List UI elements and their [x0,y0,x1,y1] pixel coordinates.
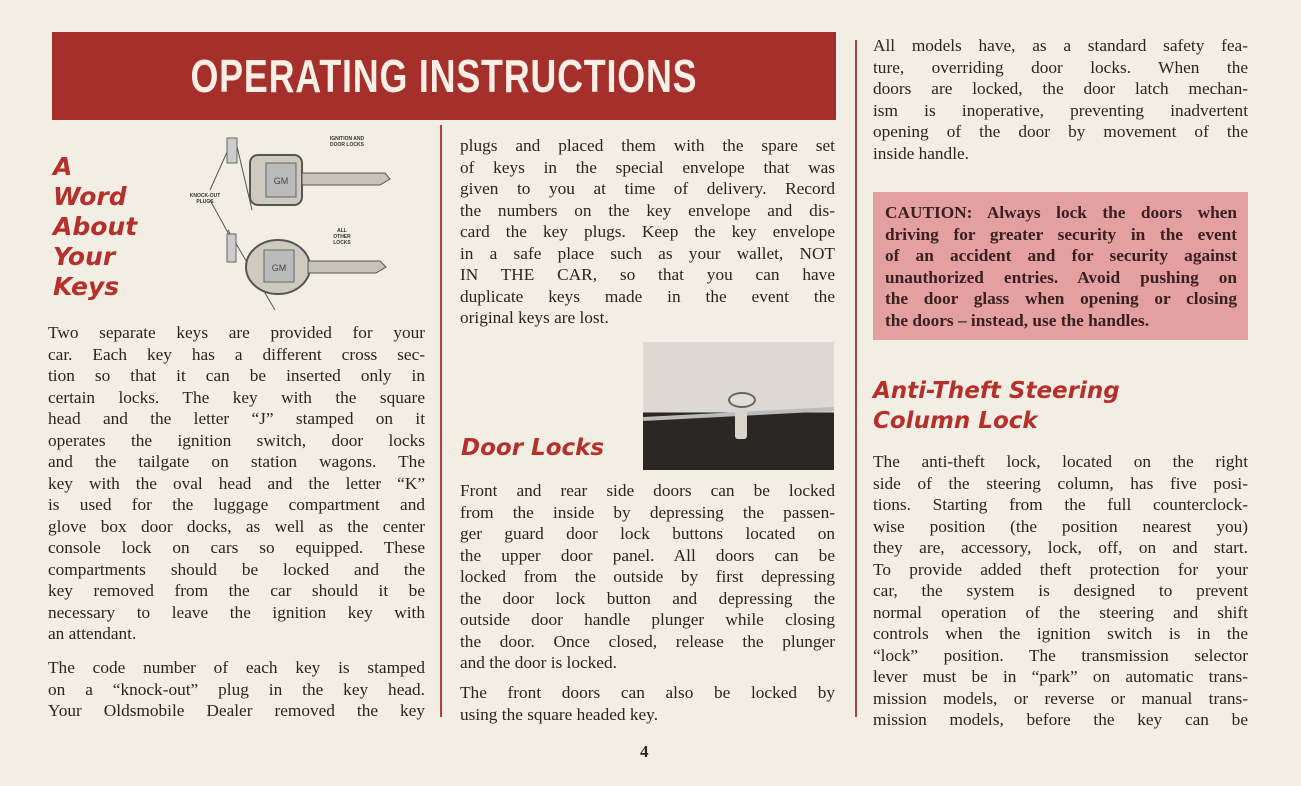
text-line: head and the letter “J” stamped on it [48,409,425,428]
heading-line: Word [53,182,127,211]
text-line: operates the ignition switch, door locks [48,430,425,450]
text-line: they are, accessory, lock, off, on and start. [873,538,1248,557]
text-line: in a safe place such as your wallet, NOT [460,243,835,263]
keys-diagram [180,130,410,320]
keys-heading [53,152,137,302]
text-line: from the inside by depressing the passen- [460,502,835,522]
text-line: controls when the ignition switch is in the [873,624,1248,643]
text-line: mission models, or reverse or manual trans- [873,688,1248,708]
text-line: tions. Starting from the full counterclock- [873,495,1248,514]
text-line: tion so that it can be inserted only in [48,366,425,385]
text-line: side of the steering column, has five posi- [873,473,1248,493]
text-line: unauthorized entries. Avoid pushing on [885,267,1237,287]
heading-line: A [53,152,73,181]
text-line: and the tailgate on station wagons. The [48,452,425,471]
text-line: an attendant. [48,624,137,643]
col3-text [873,35,1248,164]
heading-line: Keys [53,272,120,301]
square-key-icon [250,155,390,205]
text-line: the numbers on the key envelope and dis- [460,200,835,220]
text-line: ger guard door lock buttons located on [460,524,835,543]
heading-line: Anti-Theft Steering [873,378,1120,404]
gm-logo: GM [273,176,289,186]
page-banner [52,32,836,120]
text-line: Front and rear side doors can be locked [460,481,835,500]
heading-line: About [53,212,138,241]
text-line: ism is inoperative, preventing inadvertent [873,100,1248,120]
text-line: key with the oval head and the letter “K” [48,473,425,493]
banner-title: OPERATING INSTRUCTIONS [190,50,698,102]
text-line: locked from the outside by first depressing [460,567,835,586]
text-line: card the key plugs. Keep the key envelope [460,222,835,241]
steering-lock-heading [873,376,1120,436]
text-line: outside door handle plunger while closing [460,610,835,629]
text-line: car. Each key has a different cross sec- [48,344,425,364]
label-other-locks: ALL OTHER LOCKS [333,228,351,246]
heading-line: Your [53,242,116,271]
text-line: the door lock button and depressing the [460,588,835,608]
steering-lock-para [873,451,1248,731]
text-line: All models have, as a standard safety fea- [873,36,1248,55]
label-knockout: KNOCK-OUT PLUGS [189,193,221,205]
keys-para2 [48,657,425,722]
text-line: To provide added theft protection for your [873,559,1248,579]
door-locks-para1 [460,480,835,674]
text-line: inside handle. [873,143,969,163]
text-line: The code number of each key is stamped [48,658,425,677]
gm-logo: GM [271,263,287,273]
text-line: console lock on cars so equipped. These [48,538,425,557]
text-line: using the square headed key. [460,704,659,724]
text-line: the upper door panel. All doors can be [460,545,835,565]
text-line: and the door is locked. [460,653,617,672]
text-line: is used for the luggage compartment and [48,495,425,514]
column-divider [855,40,857,717]
text-line: on a “knock-out” plug in the key head. [48,679,425,699]
col2-text [460,135,835,329]
text-line: CAUTION: Always lock the doors when [885,203,1237,222]
text-line: glove box door docks, as well as the center [48,516,425,536]
door-lock-photo [643,342,834,470]
keys-para1 [48,322,425,645]
text-line: key removed from the car should it be [48,581,425,600]
text-line: driving for greater security in the event [885,224,1237,244]
text-line: Your Oldsmobile Dealer removed the key [48,701,425,720]
text-line: original keys are lost. [460,308,609,327]
text-line: plugs and placed them with the spare set [460,136,835,155]
label-ignition: IGNITION AND DOOR LOCKS [329,136,365,148]
text-line: lever must be in “park” on automatic trans- [873,667,1248,686]
text-line: The anti-theft lock, located on the right [873,452,1248,471]
text-line: the door glass when opening or closing [885,289,1237,308]
text-line: “lock” position. The transmission selector [873,645,1248,665]
text-line: wise position (the position nearest you) [873,516,1248,536]
text-line: doors are locked, the door latch mechan- [873,79,1248,98]
door-locks-heading: Door Locks [461,435,605,461]
text-line: certain locks. The key with the square [48,387,425,407]
text-line: of an accident and for security against [885,246,1237,265]
heading-line: Column Lock [873,408,1038,434]
door-locks-para2 [460,682,835,725]
text-line: IN THE CAR, so that you can have [460,265,835,284]
text-line: Two separate keys are provided for your [48,323,425,342]
text-line: compartments should be locked and the [48,559,425,579]
caution-text [885,202,1237,331]
text-line: duplicate keys made in the event the [460,286,835,306]
text-line: of keys in the special envelope that was [460,157,835,177]
text-line: necessary to leave the ignition key with [48,602,425,622]
column-divider [440,125,442,717]
text-line: The front doors can also be locked by [460,683,835,702]
text-line: ture, overriding door locks. When the [873,57,1248,77]
text-line: normal operation of the steering and shift [873,602,1248,622]
text-line: the doors – instead, use the handles. [885,310,1150,330]
text-line: mission models, before the key can be [873,710,1248,729]
text-line: the door. Once closed, release the plunger [460,631,835,651]
oval-key-icon [246,240,386,294]
text-line: given to you at time of delivery. Record [460,179,835,198]
text-line: car, the system is designed to prevent [873,581,1248,600]
text-line: opening of the door by movement of the [873,122,1248,141]
page-number: 4 [640,742,649,761]
caution-box [873,192,1248,340]
